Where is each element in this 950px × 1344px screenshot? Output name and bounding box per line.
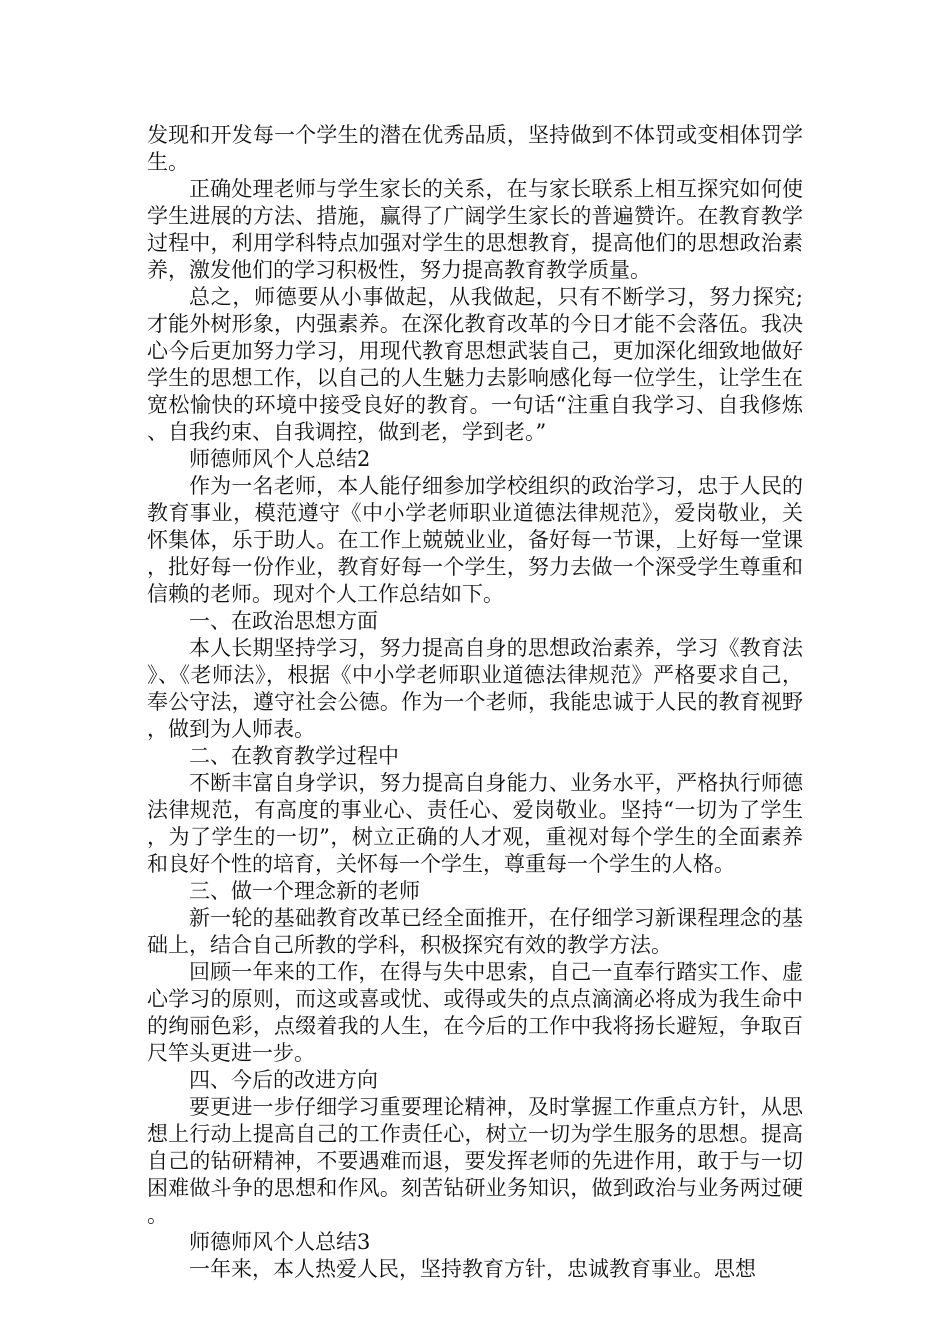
- section-title: 师德师风个人总结3: [189, 1230, 371, 1254]
- body-paragraph: 作为一名老师，本人能仔细参加学校组织的政治学习，忠于人民的教育事业，模范遵守《中小学老师职业道德法律规范》，爱岗敬业，关怀集体，乐于助人。在工作上兢兢业业，备好每一节课，上好每一堂课，批好每一份作业，教育好每一个学生，努力去做一个深受学生尊重和信赖的老师。现对个人工作总结如下。: [147, 474, 803, 606]
- body-paragraph: 本人长期坚持学习，努力提高自身的思想政治素养，学习《教育法》、《老师法》，根据《中小学老师职业道德法律规范》严格要求自己，奉公守法，遵守社会公德。作为一个老师，我能忠诚于人民的教育视野，做到为人师表。: [147, 636, 803, 741]
- section-title: 师德师风个人总结2: [189, 447, 371, 471]
- subsection-heading: 二、在教育教学过程中: [189, 744, 399, 768]
- document-page: [147, 122, 803, 1283]
- subsection-heading: 一、在政治思想方面: [189, 609, 378, 633]
- body-paragraph: 一年来，本人热爱人民，坚持教育方针，忠诚教育事业。思想: [189, 1257, 756, 1281]
- body-paragraph: 要更进一步仔细学习重要理论精神，及时掌握工作重点方针，从思想上行动上提高自己的工作责任心，树立一切为学生服务的思想。提高自己的钻研精神，不要遇难而退，要发挥老师的先进作用，敢于与一切困难做斗争的思想和作风。刻苦钻研业务知识，做到政治与业务两过硬。: [147, 1095, 803, 1227]
- subsection-heading: 四、今后的改进方向: [189, 1068, 378, 1092]
- body-paragraph: 新一轮的基础教育改革已经全面推开，在仔细学习新课程理念的基础上，结合自己所教的学科，积极探究有效的教学方法。: [147, 906, 803, 957]
- body-paragraph: 发现和开发每一个学生的潜在优秀品质，坚持做到不体罚或变相体罚学生。: [147, 123, 803, 174]
- body-paragraph: 总之，师德要从小事做起，从我做起，只有不断学习，努力探究;才能外树形象，内强素养。在深化教育改革的今日才能不会落伍。我决心今后更加努力学习，用现代教育思想武装自己，更加深化细致地做好学生的思想工作，以自己的人生魅力去影响感化每一位学生，让学生在宽松愉快的环境中接受良好的教育。一句话“注重自我学习、自我修炼、自我约束、自我调控，做到老，学到老。”: [147, 285, 803, 444]
- body-paragraph: 不断丰富自身学识，努力提高自身能力、业务水平，严格执行师德法律规范，有高度的事业心、责任心、爱岗敬业。坚持“一切为了学生，为了学生的一切”，树立正确的人才观，重视对每个学生的全面素养和良好个性的培育，关怀每一个学生，尊重每一个学生的人格。: [147, 771, 803, 876]
- body-paragraph: 正确处理老师与学生家长的关系，在与家长联系上相互探究如何使学生进展的方法、措施，赢得了广阔学生家长的普遍赞许。在教育教学过程中，利用学科特点加强对学生的思想教育，提高他们的思想政治素养，激发他们的学习积极性，努力提高教育教学质量。: [147, 177, 803, 282]
- subsection-heading: 三、做一个理念新的老师: [189, 879, 420, 903]
- body-paragraph: 回顾一年来的工作，在得与失中思索，自己一直奉行踏实工作、虚心学习的原则，而这或喜或忧、或得或失的点点滴滴必将成为我生命中的绚丽色彩，点缀着我的人生，在今后的工作中我将扬长避短，争取百尺竿头更进一步。: [147, 960, 803, 1065]
